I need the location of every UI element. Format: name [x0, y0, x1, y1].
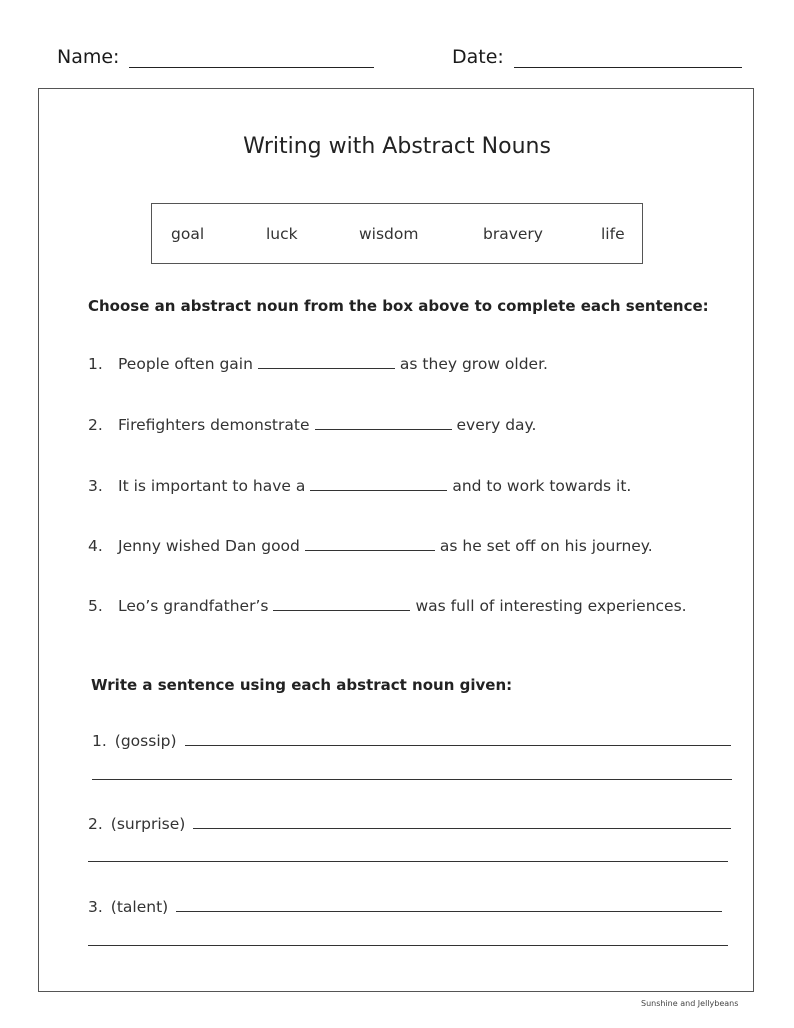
word-bank-item: life: [601, 225, 625, 243]
word-bank-item: goal: [171, 225, 205, 243]
date-field: [452, 46, 742, 68]
sentence-line[interactable]: [88, 945, 728, 946]
question-text-after: was full of interesting experiences.: [415, 597, 687, 615]
answer-blank[interactable]: [310, 478, 447, 491]
write-item-3: [88, 898, 722, 916]
sentence-line[interactable]: [92, 779, 732, 780]
write-item-noun: (surprise): [110, 815, 186, 833]
question-text-before: Jenny wished Dan good: [118, 537, 300, 555]
word-bank-box: [151, 203, 643, 264]
write-item-number: 2.: [88, 815, 103, 833]
question-text-before: It is important to have a: [118, 477, 306, 495]
answer-blank[interactable]: [273, 598, 410, 611]
write-item-number: 1.: [92, 732, 107, 750]
word-bank-item: bravery: [483, 225, 543, 243]
word-bank-item: luck: [266, 225, 298, 243]
question-text-after: as they grow older.: [399, 355, 548, 373]
footer-credit: Sunshine and Jellybeans: [641, 999, 739, 1008]
sentence-line[interactable]: [185, 733, 731, 746]
question-number: 4.: [88, 537, 103, 555]
question-text-before: Leo’s grandfather’s: [118, 597, 269, 615]
write-item-number: 3.: [88, 898, 103, 916]
word-bank-item: wisdom: [359, 225, 419, 243]
section1-instruction: Choose an abstract noun from the box above to complete each sentence:: [88, 297, 709, 315]
answer-blank[interactable]: [258, 356, 395, 369]
write-item-1: [92, 732, 731, 750]
answer-blank[interactable]: [315, 417, 452, 430]
date-line[interactable]: [514, 49, 742, 68]
question-number: 2.: [88, 416, 103, 434]
name-line[interactable]: [129, 49, 374, 68]
name-field: [57, 46, 374, 68]
question-2: [88, 416, 536, 434]
question-number: 1.: [88, 355, 103, 373]
sentence-line[interactable]: [193, 816, 731, 829]
write-item-noun: (talent): [110, 898, 169, 916]
question-text-before: Firefighters demonstrate: [118, 416, 310, 434]
section2-instruction: Write a sentence using each abstract noun given:: [91, 676, 513, 694]
question-text-after: and to work towards it.: [452, 477, 632, 495]
question-number: 5.: [88, 597, 103, 615]
question-1: [88, 355, 548, 373]
answer-blank[interactable]: [305, 538, 435, 551]
question-text-before: People often gain: [118, 355, 253, 373]
question-number: 3.: [88, 477, 103, 495]
question-5: [88, 597, 687, 615]
write-item-noun: (gossip): [114, 732, 177, 750]
write-item-2: [88, 815, 731, 833]
sentence-line[interactable]: [176, 899, 722, 912]
question-4: [88, 537, 653, 555]
page-title: Writing with Abstract Nouns: [243, 134, 551, 159]
sentence-line[interactable]: [88, 861, 728, 862]
question-text-after: as he set off on his journey.: [439, 537, 653, 555]
question-3: [88, 477, 631, 495]
question-text-after: every day.: [456, 416, 537, 434]
name-label: Name:: [57, 46, 120, 68]
date-label: Date:: [452, 46, 504, 68]
